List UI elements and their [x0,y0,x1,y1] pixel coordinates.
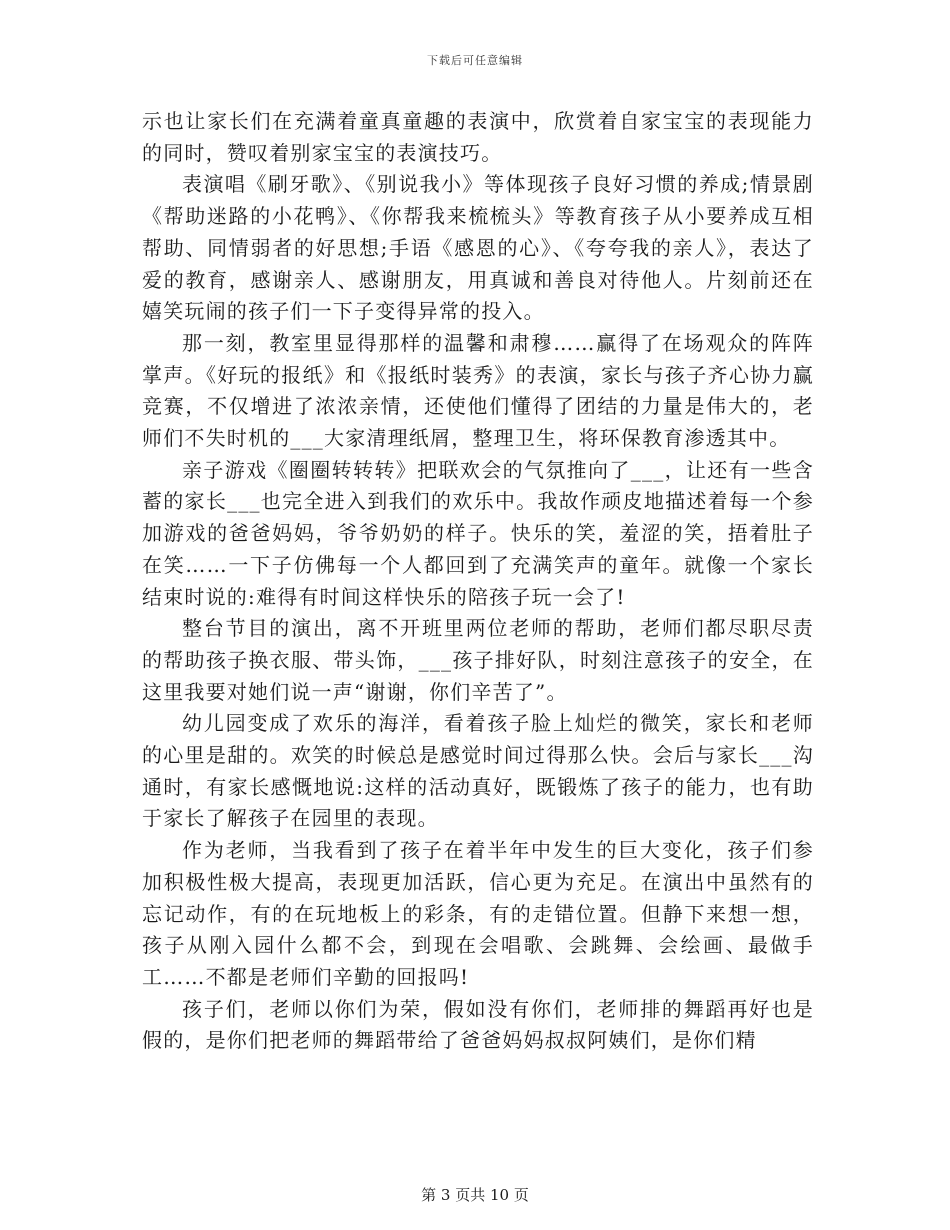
paragraph: 表演唱《刷牙歌》、《别说我小》等体现孩子良好习惯的养成;情景剧《帮助迷路的小花鸭》、《你帮我来梳梳头》等教育孩子从小要养成互相帮助、同情弱者的好思想;手语《感恩的心》、《夸夸我的亲人》，表达了爱的教育，感谢亲人、感谢朋友，用真诚和善良对待他人。片刻前还在嬉笑玩闹的孩子们一下子变得异常的投入。 [142,172,814,324]
paragraph: 那一刻，教室里显得那样的温馨和肃穆……赢得了在场观众的阵阵掌声。《好玩的报纸》和《报纸时装秀》的表演，家长与孩子齐心协力赢竞赛，不仅增进了浓浓亲情，还使他们懂得了团结的力量是伟大的，老师们不失时机的___大家清理纸屑，整理卫生，将环保教育渗透其中。 [142,330,814,451]
paragraph-continuation: 示也让家长们在充满着童真童趣的表演中，欣赏着自家宝宝的表现能力的同时，赞叹着别家宝宝的表演技巧。 [142,109,814,165]
page-number: 第 3 页共 10 页 [421,1186,529,1204]
paragraph: 孩子们，老师以你们为荣，假如没有你们，老师排的舞蹈再好也是假的，是你们把老师的舞蹈带给了爸爸妈妈叔叔阿姨们，是你们精 [142,996,814,1053]
paragraph: 作为老师，当我看到了孩子在着半年中发生的巨大变化，孩子们参加积极性极大提高，表现更加活跃，信心更为充足。在演出中虽然有的忘记动作，有的在玩地板上的彩条，有的走错位置。但静下来想一想，孩子从刚入园什么都不会，到现在会唱歌、会跳舞、会绘画、最做手工……不都是老师们辛勤的回报吗! [142,838,814,989]
paragraph: 整台节目的演出，离不开班里两位老师的帮助，老师们都尽职尽责的帮助孩子换衣服、带头饰，___孩子排好队，时刻注意孩子的安全，在这里我要对她们说一声“谢谢，你们辛苦了”。 [142,616,814,704]
page-header: 下载后可任意编辑 [427,54,523,67]
paragraph: 幼儿园变成了欢乐的海洋，看着孩子脸上灿烂的微笑，家长和老师的心里是甜的。欢笑的时候总是感觉时间过得那么快。会后与家长___沟通时，有家长感慨地说:这样的活动真好，既锻炼了孩子的能力，也有助于家长了解孩子在园里的表现。 [142,711,814,831]
paragraph: 亲子游戏《圈圈转转转》把联欢会的气氛推向了___，让还有一些含蓄的家长___也完全进入到我们的欢乐中。我故作顽皮地描述着每一个参加游戏的爸爸妈妈，爷爷奶奶的样子。快乐的笑，羞涩的笑，捂着肚子在笑……一下子仿佛每一个人都回到了充满笑声的童年。就像一个家长结束时说的:难得有时间这样快乐的陪孩子玩一会了! [142,457,814,609]
document-body [142,106,814,1057]
